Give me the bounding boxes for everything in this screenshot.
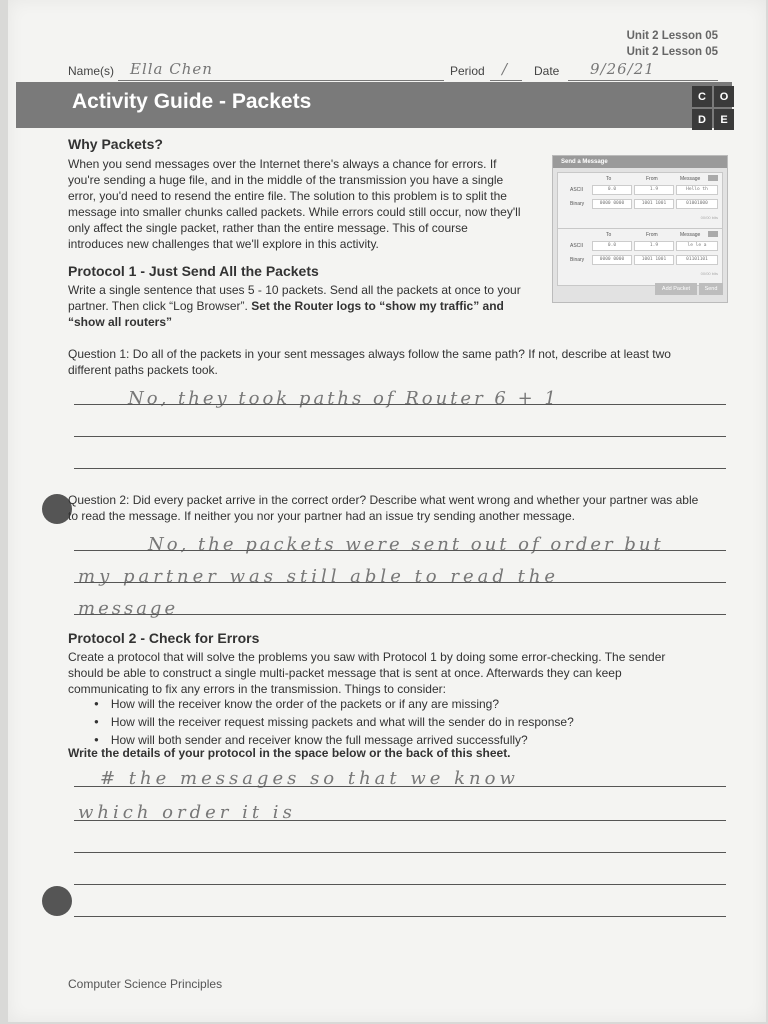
col-to: To: [606, 232, 612, 238]
add-packet-button[interactable]: Add Packet: [655, 283, 697, 295]
protocol-1-text: [68, 282, 558, 330]
from-binary-input[interactable]: 1001 1001: [634, 199, 674, 209]
protocol-2-instruction: Write the details of your protocol in the space below or the back of this sheet.: [68, 746, 511, 760]
to-binary-input[interactable]: 0000 0000: [592, 255, 632, 265]
answer-line[interactable]: [74, 786, 726, 787]
text-bold: “show all routers”: [68, 315, 173, 329]
question-1-answer: No, they took paths of Router 6 + 1: [128, 388, 559, 409]
packet-size: 00/00 bits: [700, 271, 718, 276]
row-ascii: ASCII: [570, 187, 584, 193]
logo-letter: E: [714, 109, 734, 130]
lesson-header: [627, 28, 718, 60]
text-bold: Set the Router logs to “show my traffic” and: [251, 299, 504, 313]
from-ascii-input[interactable]: 1.9: [634, 241, 674, 251]
message-ascii-input[interactable]: le le a: [676, 241, 718, 251]
text-line: [68, 298, 558, 314]
text-line: message into smaller chunks called packets. While errors could still occur, now they'll: [68, 205, 521, 219]
row-binary: Binary: [570, 257, 585, 263]
text-line: Question 2: Did every packet arrive in the correct order? Describe what went wrong and whether your partner was able: [68, 493, 699, 507]
from-ascii-input[interactable]: 1.9: [634, 185, 674, 195]
text-line: to read the message. If neither you nor your partner had an issue try sending another message.: [68, 509, 575, 523]
message-ascii-input[interactable]: Hello th: [676, 185, 718, 195]
answer-line[interactable]: [74, 436, 726, 437]
row-ascii: ASCII: [570, 243, 584, 249]
considerations-list: [94, 696, 574, 750]
answer-line[interactable]: [74, 550, 726, 551]
logo-letter: C: [692, 86, 712, 107]
title-banner: [16, 82, 732, 128]
col-from: From: [646, 176, 658, 182]
protocol-2-answer-line-2: which order it is: [78, 802, 296, 823]
text-line: different paths packets took.: [68, 363, 218, 377]
period-field[interactable]: [490, 60, 522, 81]
answer-line[interactable]: [74, 614, 726, 615]
logo-letter: O: [714, 86, 734, 107]
unit-lesson-label: Unit 2 Lesson 05: [626, 30, 718, 42]
protocol-2-heading: Protocol 2 - Check for Errors: [68, 630, 260, 646]
col-message: Message: [680, 232, 701, 238]
to-ascii-input[interactable]: 0.0: [592, 241, 632, 251]
row-binary: Binary: [570, 201, 585, 207]
from-binary-input[interactable]: 1001 1001: [634, 255, 674, 265]
answer-line[interactable]: [74, 916, 726, 917]
name-handwriting: Ella Chen: [130, 60, 213, 78]
date-field[interactable]: [568, 60, 718, 81]
question-2-answer-line-2: my partner was still able to read the: [78, 566, 560, 587]
send-message-widget: [552, 155, 728, 303]
packet-size: 00/00 bits: [700, 215, 718, 220]
message-binary-input[interactable]: 01101101: [676, 255, 718, 265]
why-packets-text: [68, 156, 548, 252]
name-field[interactable]: [118, 60, 444, 81]
col-to: To: [606, 176, 612, 182]
to-binary-input[interactable]: 0000 0000: [592, 199, 632, 209]
name-label: Name(s): [68, 64, 115, 78]
name-period-date-row: [68, 62, 728, 82]
protocol-1-heading: Protocol 1 - Just Send All the Packets: [68, 263, 319, 279]
logo-letter: D: [692, 109, 712, 130]
question-1-prompt: [68, 346, 728, 378]
remove-packet-icon[interactable]: [708, 231, 718, 237]
protocol-2-text: [68, 649, 728, 697]
col-message: Message: [680, 176, 701, 182]
code-logo: [692, 86, 736, 130]
text-line: Write a single sentence that uses 5 - 10 packets. Send all the packets at once to your: [68, 283, 521, 297]
text-line: [68, 314, 558, 330]
worksheet-page: [8, 0, 766, 1022]
protocol-2-answer-line-1: # the messages so that we know: [100, 768, 519, 789]
text-line: introduces new challenges that we'll explore in this activity.: [68, 237, 379, 251]
question-2-prompt: [68, 492, 738, 524]
list-item: ● How will the receiver know the order of the packets or if any are missing?: [94, 696, 574, 714]
answer-line[interactable]: [74, 404, 726, 405]
text-line: should be able to construct a single multi-packet message that is sent at once. Afterwards they can keep: [68, 666, 622, 680]
answer-line[interactable]: [74, 884, 726, 885]
text-line: only affect the single packet, rather than the entire message. This of course: [68, 221, 468, 235]
message-binary-input[interactable]: 01001000: [676, 199, 718, 209]
period-label: Period: [450, 64, 485, 78]
widget-title: Send a Message: [553, 156, 727, 168]
period-handwriting: /: [502, 60, 509, 78]
packet-panel-1: [557, 172, 723, 230]
question-2-answer-line-3: message: [78, 598, 179, 619]
why-packets-heading: Why Packets?: [68, 136, 163, 152]
list-item: ● How will both sender and receiver know the full message arrived successfully?: [94, 732, 574, 750]
col-from: From: [646, 232, 658, 238]
to-ascii-input[interactable]: 0.0: [592, 185, 632, 195]
page-title: Activity Guide - Packets: [72, 90, 312, 113]
text-line: communicating to fix any errors in the transmission. Things to consider:: [68, 682, 446, 696]
list-item: ● How will the receiver request missing packets and what will the sender do in response?: [94, 714, 574, 732]
packet-panel-2: [557, 228, 723, 286]
text-line: Question 1: Do all of the packets in your sent messages always follow the same path? If not, describe at least two: [68, 347, 671, 361]
unit-lesson-label-repeat: Unit 2 Lesson 05: [626, 46, 718, 58]
text-line: Create a protocol that will solve the problems you saw with Protocol 1 by doing some error-checking. The sender: [68, 650, 666, 664]
text-line: error, you'd need to resend the entire file. The solution to this problem is to split the: [68, 189, 507, 203]
date-label: Date: [534, 64, 560, 78]
answer-line[interactable]: [74, 582, 726, 583]
text-line: When you send messages over the Internet there's always a chance for errors. If: [68, 157, 497, 171]
text-line: you're sending a huge file, and in the middle of the transmission you have a single: [68, 173, 504, 187]
text-plain: partner. Then click “Log Browser”.: [68, 299, 252, 313]
date-handwriting: 9/26/21: [590, 60, 655, 78]
remove-packet-icon[interactable]: [708, 175, 718, 181]
answer-line[interactable]: [74, 468, 726, 469]
send-button[interactable]: Send: [699, 283, 723, 295]
hole-punch-bottom: [42, 886, 72, 916]
footer-course-name: Computer Science Principles: [68, 977, 223, 991]
answer-line[interactable]: [74, 852, 726, 853]
answer-line[interactable]: [74, 820, 726, 821]
question-2-answer-line-1: No, the packets were sent out of order but: [148, 534, 664, 555]
